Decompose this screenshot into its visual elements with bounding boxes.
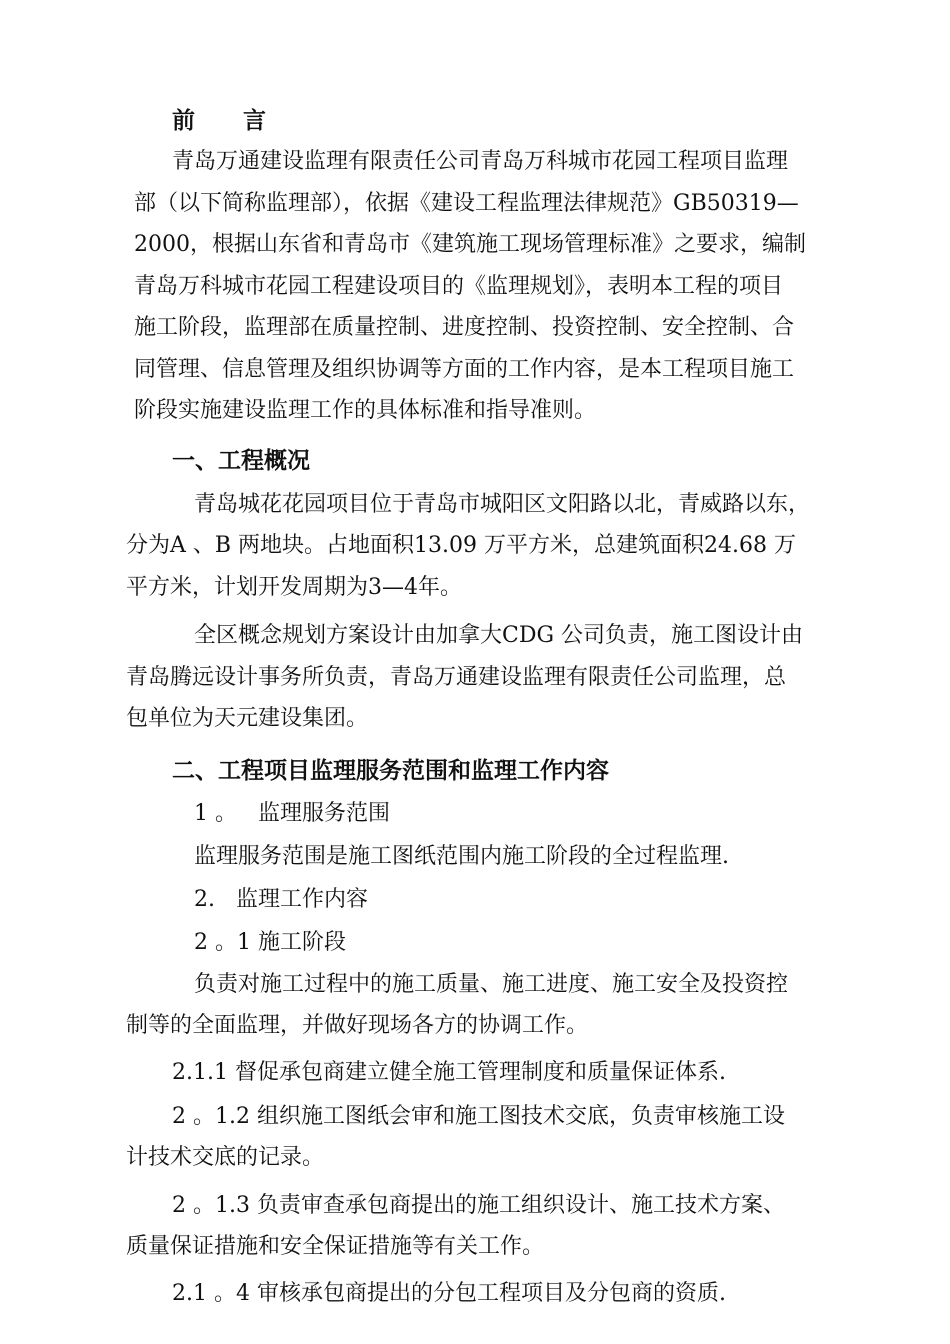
item-2-1-3-paragraph xyxy=(126,1185,832,1268)
preface-title xyxy=(172,100,832,142)
preface-title-right: 言 xyxy=(243,107,266,134)
item-2-1-title: 2 。1 施工阶段 xyxy=(194,929,346,955)
overview-line: 青岛城花花园项目位于青岛市城阳区文阳路以北，青威路以东， xyxy=(194,491,811,517)
item-2-1-3-line: 质量保证措施和安全保证措施等有关工作。 xyxy=(126,1234,545,1259)
overview-line: 平方米，计划开发周期为3—4年。 xyxy=(126,574,462,600)
preface-line: 部（以下简称监理部），依据《建设工程监理法律规范》GB50319— xyxy=(134,190,799,216)
preface-line: 同管理、信息管理及组织协调等方面的工作内容，是本工程项目施工 xyxy=(134,356,795,382)
preface-line: 青岛万科城市花园工程建设项目的《监理规划》，表明本工程的项目 xyxy=(134,273,784,299)
preface-line: 青岛万通建设监理有限责任公司青岛万科城市花园工程项目监理 xyxy=(172,149,789,174)
item-2-1-line: 负责对施工过程中的施工质量、施工进度、施工安全及投资控 xyxy=(194,971,789,997)
preface-paragraph xyxy=(134,141,832,432)
preface-line: 2000，根据山东省和青岛市《建筑施工现场管理标准》之要求，编制 xyxy=(134,232,806,257)
item-2-title: 2. 监理工作内容 xyxy=(194,886,368,912)
preface-line: 施工阶段，监理部在质量控制、进度控制、投资控制、安全控制、合 xyxy=(134,315,795,340)
item-2-1-1: 2.1.1 督促承包商建立健全施工管理制度和质量保证体系. xyxy=(172,1059,726,1085)
item-2-1-2-paragraph xyxy=(126,1096,832,1179)
item-2-1-2-line: 2 。1.2 组织施工图纸会审和施工图技术交底，负责审核施工设 xyxy=(172,1103,785,1129)
overview-line: 包单位为天元建设集团。 xyxy=(126,706,369,731)
overview-line: 分为A 、B 两地块。占地面积13.09 万平方米，总建筑面积24.68 万 xyxy=(126,533,796,558)
preface-title-left: 前 xyxy=(172,107,195,134)
overview-paragraph-1 xyxy=(126,484,832,609)
section-heading-scope: 二、工程项目监理服务范围和监理工作内容 xyxy=(172,756,609,784)
item-2-1-4: 2.1 。4 审核承包商提出的分包工程项目及分包商的资质. xyxy=(172,1280,726,1306)
item-2-1-paragraph xyxy=(126,964,832,1047)
overview-paragraph-2 xyxy=(126,615,832,740)
item-1-text: 监理服务范围是施工图纸范围内施工阶段的全过程监理. xyxy=(194,843,729,869)
section-heading-overview: 一、工程概况 xyxy=(172,446,310,474)
overview-line: 青岛腾远设计事务所负责，青岛万通建设监理有限责任公司监理，总 xyxy=(126,664,787,690)
item-2-1-2-line: 计技术交底的记录。 xyxy=(126,1145,325,1170)
preface-line: 阶段实施建设监理工作的具体标准和指导准则。 xyxy=(134,398,597,423)
item-1-title: 1 。 监理服务范围 xyxy=(194,800,390,826)
overview-line: 全区概念规划方案设计由加拿大CDG 公司负责，施工图设计由 xyxy=(194,623,804,648)
document-page xyxy=(126,100,832,1315)
item-2-1-line: 制等的全面监理，并做好现场各方的协调工作。 xyxy=(126,1013,589,1038)
item-2-1-3-line: 2 。1.3 负责审查承包商提出的施工组织设计、施工技术方案、 xyxy=(172,1192,785,1218)
